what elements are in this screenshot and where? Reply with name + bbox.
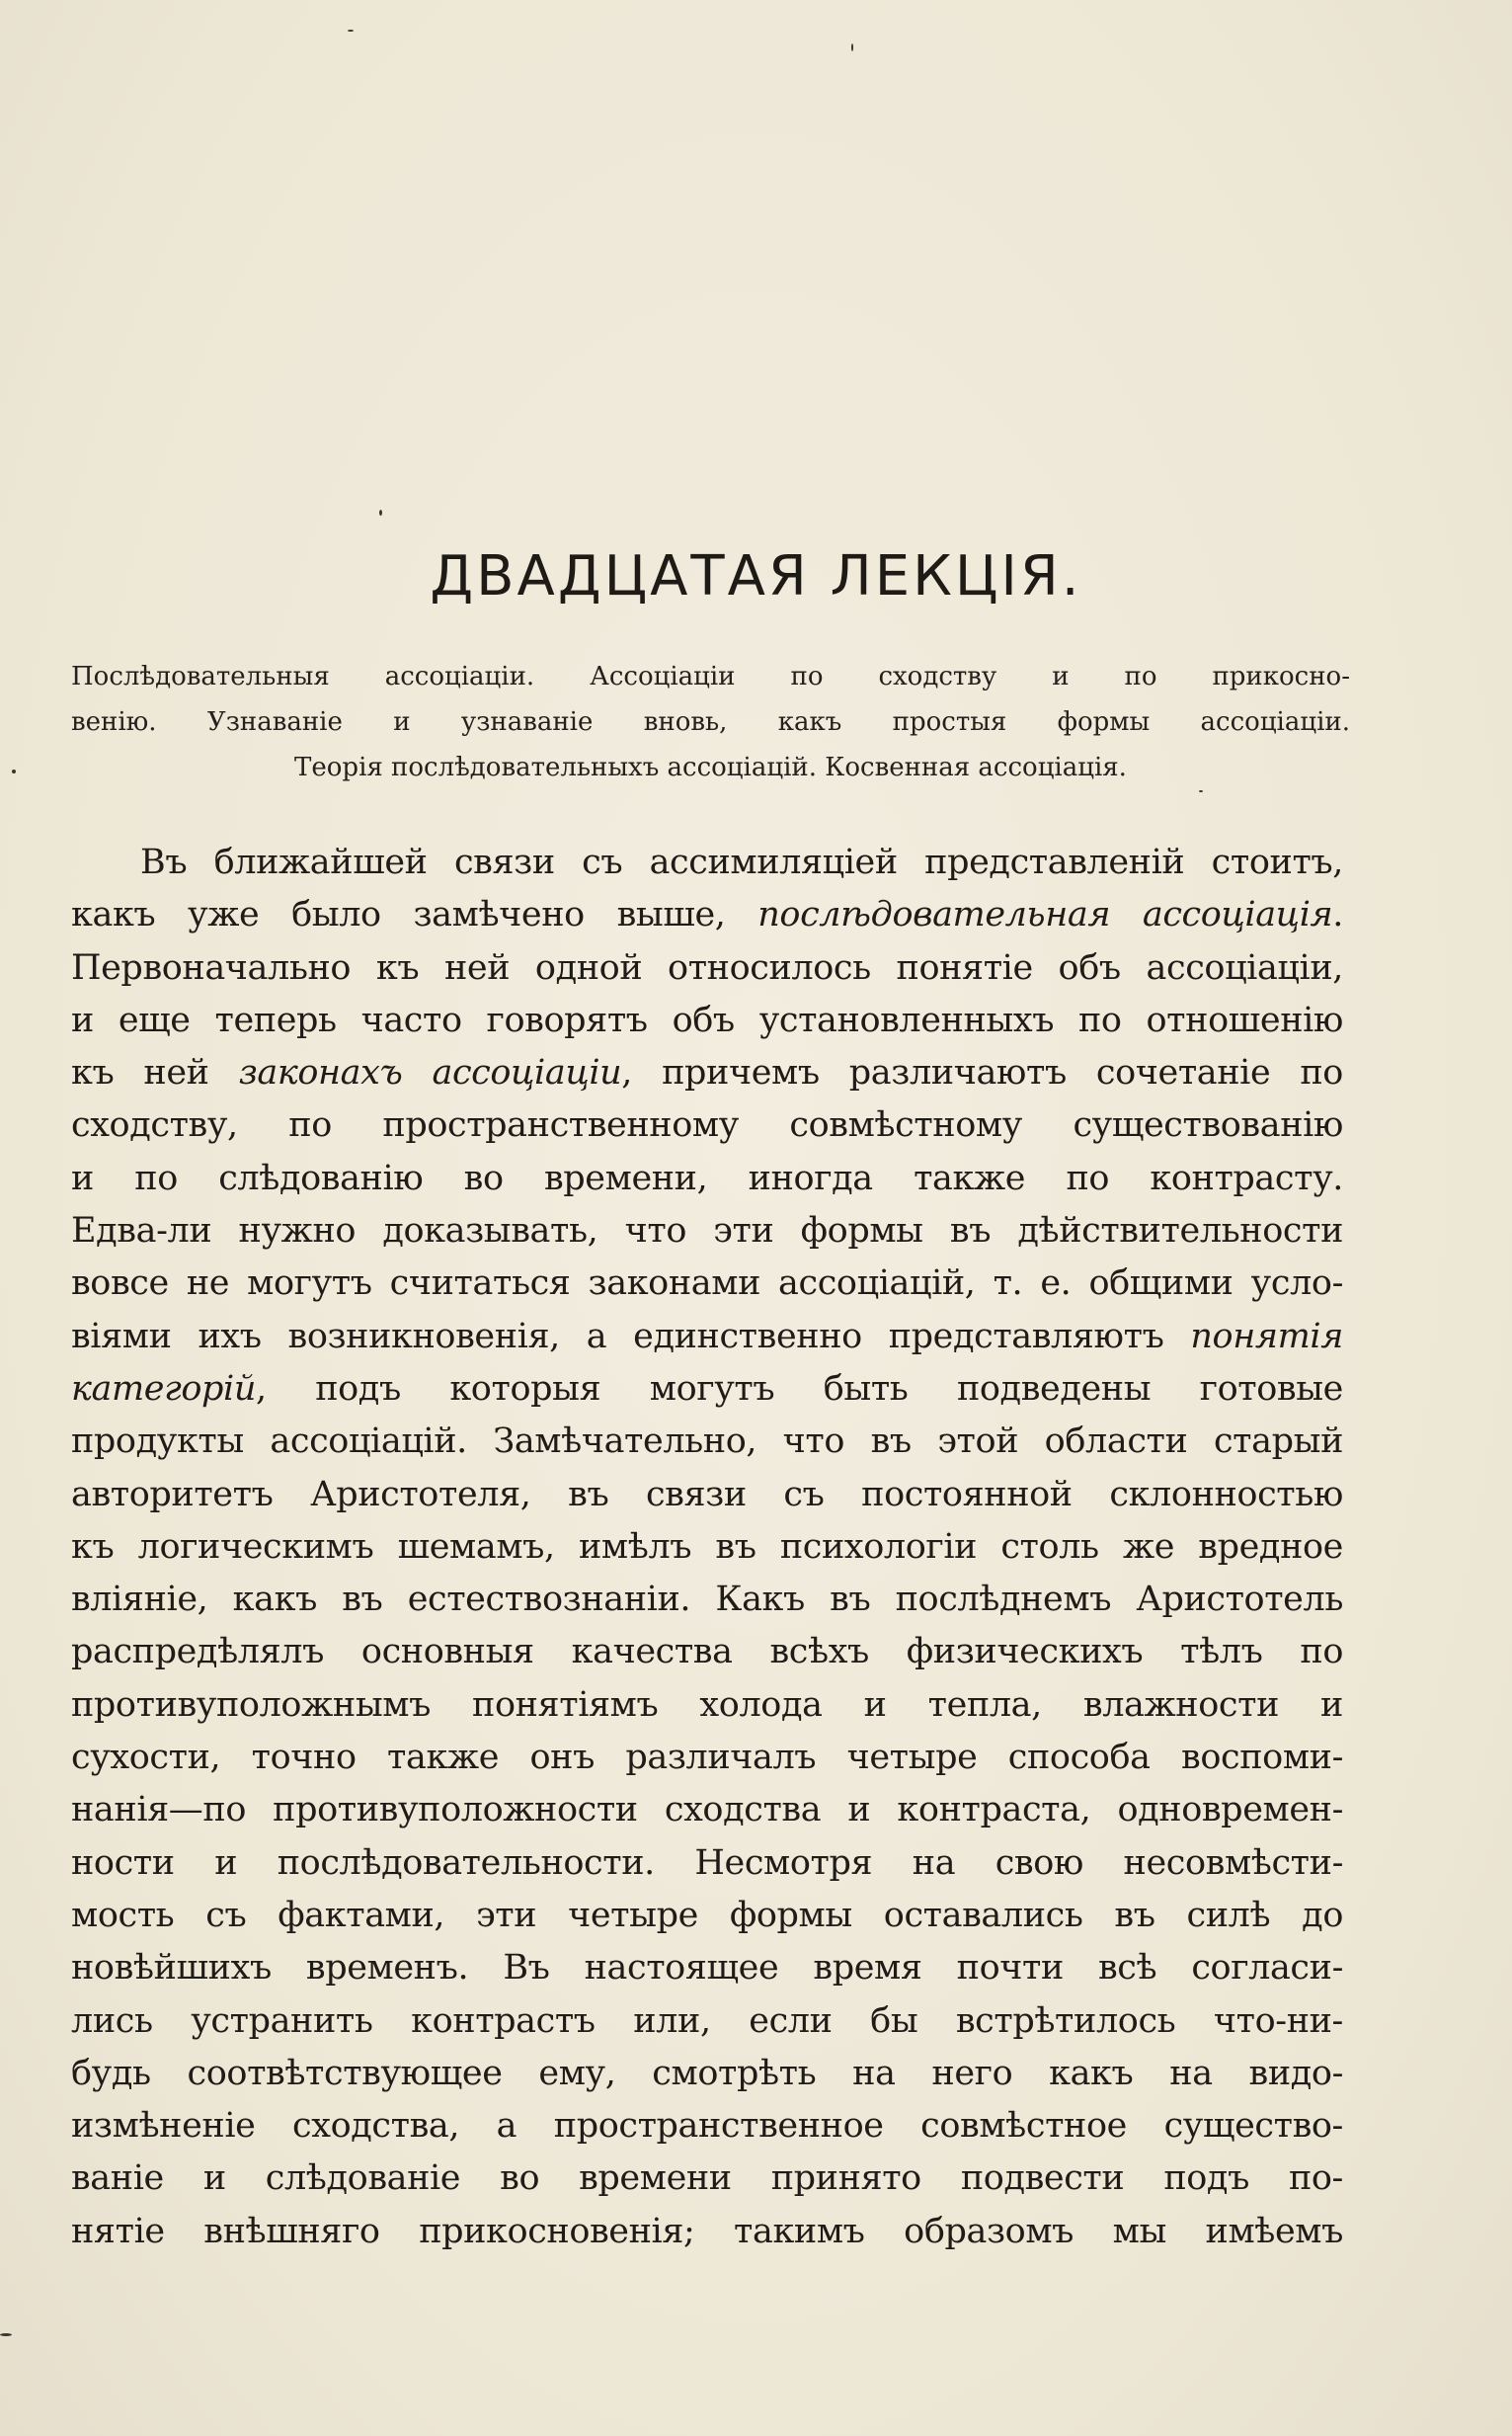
text-run: сухости, точно также онъ различалъ четыре способа воспоми- xyxy=(71,1738,1343,1778)
body-line xyxy=(71,2152,1343,2205)
body-line xyxy=(71,1995,1343,2048)
text-run: нанія—по противуположности сходства и контраста, одновремен- xyxy=(71,1790,1343,1830)
summary-line: венію. Узнаваніе и узнаваніе вновь, какъ простыя формы ассоціаціи. xyxy=(71,707,1350,737)
text-run: авторитетъ Аристотеля, въ связи съ постоянной склонностью xyxy=(71,1474,1343,1514)
body-paragraph xyxy=(71,837,1343,2258)
body-line xyxy=(71,1942,1343,1994)
text-run: и еще теперь часто говорятъ объ установленныхъ по отношенію xyxy=(71,1000,1343,1040)
body-line xyxy=(71,1047,1343,1099)
text-run: распредѣлялъ основныя качества всѣхъ физическихъ тѣлъ по xyxy=(71,1632,1343,1672)
text-run: продукты ассоціацій. Замѣчательно, что въ этой области старый xyxy=(71,1421,1343,1462)
body-line xyxy=(71,1784,1343,1836)
body-line xyxy=(71,1626,1343,1678)
body-line xyxy=(71,1521,1343,1574)
text-run: ваніе и слѣдованіе во времени принято подвести подъ по- xyxy=(71,2158,1343,2199)
text-run: . xyxy=(1332,895,1343,935)
body-line xyxy=(71,2100,1343,2152)
summary-line: Теорія послѣдовательныхъ ассоціацій. Косвенная ассоціація. xyxy=(294,753,1127,782)
text-run: будь соотвѣтствующее ему, смотрѣть на него какъ на видо- xyxy=(71,2053,1343,2093)
body-line xyxy=(71,1205,1343,1258)
text-run: и по слѣдованію во времени, иногда также по контрасту. xyxy=(71,1158,1343,1198)
body-line xyxy=(71,1574,1343,1626)
body-line xyxy=(71,837,1343,889)
text-run: вліяніе, какъ въ естествознаніи. Какъ въ послѣднемъ Аристотель xyxy=(71,1580,1343,1620)
text-run: лись устранить контрастъ или, если бы встрѣтилось что-ни- xyxy=(71,2000,1343,2041)
body-line xyxy=(71,1363,1343,1416)
text-run: измѣненіе сходства, а пространственное совмѣстное существо- xyxy=(71,2106,1343,2147)
body-line xyxy=(71,1469,1343,1521)
text-run: вовсе не могутъ считаться законами ассоціацій, т. е. общими усло- xyxy=(71,1263,1343,1304)
body-line xyxy=(71,942,1343,995)
body-line xyxy=(71,2206,1343,2258)
text-run: ности и послѣдовательности. Несмотря на свою несовмѣсти- xyxy=(71,1842,1343,1883)
text-run: къ ней xyxy=(71,1053,239,1094)
body-line xyxy=(71,1416,1343,1468)
print-speck xyxy=(851,43,853,51)
text-run: сходству, по пространственному совмѣстному существованію xyxy=(71,1105,1343,1146)
body-line xyxy=(71,2048,1343,2100)
body-line xyxy=(71,1153,1343,1205)
print-speck xyxy=(348,30,354,32)
text-run: Едва-ли нужно доказывать, что эти формы въ дѣйствительности xyxy=(71,1211,1343,1252)
body-line xyxy=(71,889,1343,941)
italic-term: законахъ ассоціаціи xyxy=(238,1053,622,1094)
print-speck xyxy=(379,510,382,516)
body-line xyxy=(71,1837,1343,1890)
text-run: къ логическимъ шемамъ, имѣлъ въ психологіи столь же вредное xyxy=(71,1526,1343,1567)
lecture-title: ДВАДЦАТАЯ ЛЕКЦІЯ. xyxy=(430,544,1082,609)
italic-term: послѣдовательная ассоціація xyxy=(757,895,1333,935)
text-run: мость съ фактами, эти четыре формы оставались въ силѣ до xyxy=(71,1895,1343,1935)
italic-term: категорій xyxy=(71,1368,256,1409)
text-run: нятіе внѣшняго прикосновенія; такимъ образомъ мы имѣемъ xyxy=(71,2211,1343,2251)
italic-term: понятія xyxy=(1190,1316,1343,1356)
text-run: какъ уже было замѣчено выше, xyxy=(71,895,758,935)
body-line xyxy=(71,1311,1343,1363)
body-line xyxy=(71,1258,1343,1310)
text-run: , причемъ различаютъ сочетаніе по xyxy=(621,1053,1343,1094)
lecture-summary xyxy=(71,654,1350,790)
body-line xyxy=(71,995,1343,1047)
print-speck xyxy=(12,770,16,773)
text-run: віями ихъ возникновенія, а единственно представляютъ xyxy=(71,1316,1191,1356)
text-run: Въ ближайшей связи съ ассимиляціей представленій стоитъ, xyxy=(140,843,1343,882)
print-speck xyxy=(0,2333,12,2336)
text-run: новѣйшихъ временъ. Въ настоящее время почти всѣ согласи- xyxy=(71,1948,1343,1989)
summary-line: Послѣдовательныя ассоціаціи. Ассоціаціи по сходству и по прикосно- xyxy=(71,662,1350,691)
body-line xyxy=(71,1099,1343,1152)
body-line xyxy=(71,1679,1343,1732)
text-run: Первоначально къ ней одной относилось понятіе объ ассоціаціи, xyxy=(71,947,1343,988)
print-speck xyxy=(1199,790,1203,792)
text-run: , подъ которыя могутъ быть подведены готовые xyxy=(255,1368,1343,1409)
body-line xyxy=(71,1732,1343,1784)
text-run: противуположнымъ понятіямъ холода и тепла, влажности и xyxy=(71,1684,1343,1725)
body-line xyxy=(71,1890,1343,1942)
